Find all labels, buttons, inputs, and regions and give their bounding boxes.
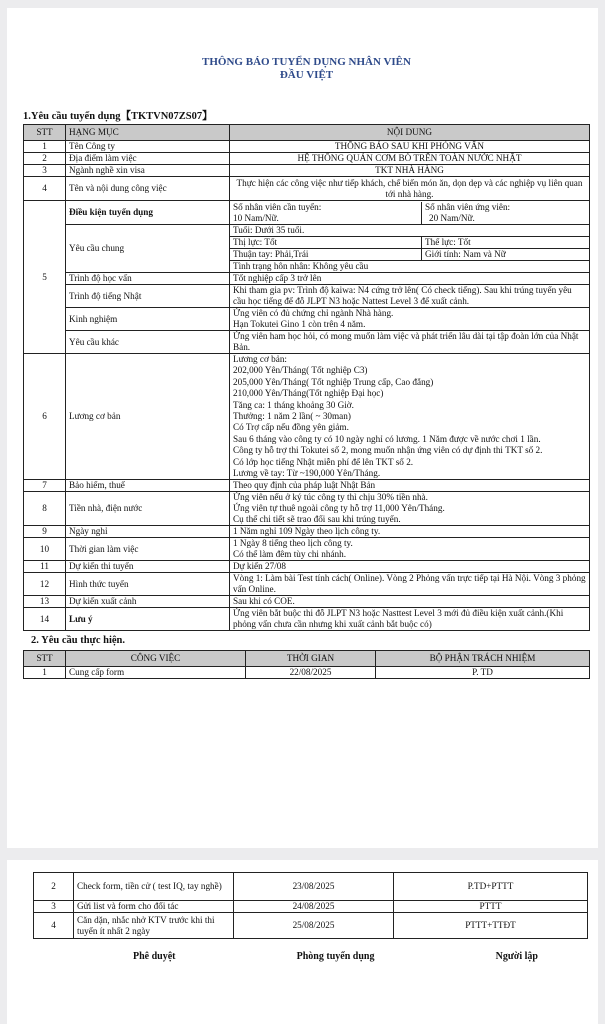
document-page-2 — [7, 860, 598, 1024]
table-cell: 1 — [24, 141, 66, 153]
table-row — [24, 225, 590, 273]
table-cell: 11 — [24, 561, 66, 573]
table-cell: TKT NHÀ HÀNG — [230, 165, 590, 177]
table-cell: Kinh nghiệm — [66, 308, 230, 331]
requirements-table — [23, 124, 590, 631]
tasks-table-part1 — [23, 650, 590, 679]
table-cell: 2 — [24, 153, 66, 165]
table-cell: Bảo hiểm, thuế — [66, 480, 230, 492]
signature-row — [33, 951, 588, 962]
table-cell: 6 — [24, 354, 66, 480]
table-cell: CÔNG VIỆC — [66, 651, 246, 667]
table-cell: 25/08/2025 — [234, 913, 394, 939]
table-row — [24, 492, 590, 526]
recruit-dept-label: Phòng tuyển dụng — [296, 951, 375, 962]
table-cell: Ngày nghỉ — [66, 526, 230, 538]
table-row — [24, 165, 590, 177]
table-cell: P.TD+PTTT — [394, 873, 588, 901]
table-cell: 13 — [24, 596, 66, 608]
table-cell: Ứng viên có đủ chứng chỉ ngành Nhà hàng. Hạn Tokutei Gino 1 còn trên 4 năm. — [230, 308, 590, 331]
table-row — [24, 561, 590, 573]
recruit-condition-label: Điều kiện tuyển dụng — [66, 201, 230, 225]
table-cell: Lương cơ bản: 202,000 Yên/Tháng( Tốt nghiệp C3) 205,000 Yên/Tháng( Tốt nghiệp Trung cấp, Cao đẳng) 210,000 Yên/Tháng(Tốt nghiệp Đại học) Tăng ca: 1 tháng khoảng 30 Giờ. Thưởng: 1 năm 2 lần( ~ 30man) Có Trợ cấp nếu đồng yên giảm. Sau 6 tháng vào công ty có 10 ngày nghỉ có lương. 1 Năm được về nước chơi 1 lần. Công ty hỗ trợ thi Tokutei số 2, mong muốn nhận ứng viên có dự định thi TKT số 2. Có lớp học tiếng Nhật miễn phí để lên TKT số 2. Lương về tay: Từ ~190,000 Yên/Tháng. — [230, 354, 590, 480]
table-cell: THÔNG BÁO SAU KHI PHỎNG VẤN — [230, 141, 590, 153]
table-cell: Ứng viên bắt buộc thi đỗ JLPT N3 hoặc Nasttest Level 3 mới đủ điều kiện xuất cảnh.(Khi phỏng vấn chưa cần nhưng khi xuất cảnh bắt buộc có) — [230, 608, 590, 631]
table-row — [24, 177, 590, 201]
table-cell: 5 — [24, 201, 66, 354]
creator-label: Người lập — [495, 951, 538, 962]
table-cell: Hình thức tuyển — [66, 573, 230, 596]
col-item: HẠNG MỤC — [66, 125, 230, 141]
table-cell: 10 — [24, 538, 66, 561]
table-cell: 4 — [24, 177, 66, 201]
table-cell: Tiền nhà, điện nước — [66, 492, 230, 526]
table-row — [24, 538, 590, 561]
table-cell: 1 — [24, 667, 66, 679]
table-cell: 2 — [34, 873, 74, 901]
table-cell: 23/08/2025 — [234, 873, 394, 901]
table-cell: STT — [24, 651, 66, 667]
table-cell: Gửi list và form cho đối tác — [74, 901, 234, 913]
table-cell: Trình độ tiếng Nhật — [66, 285, 230, 308]
table-cell: Dự kiến 27/08 — [230, 561, 590, 573]
table-cell: Check form, tiền cử ( test IQ, tay nghề) — [74, 873, 234, 901]
document-page-1 — [7, 8, 598, 848]
table-cell: P. TD — [376, 667, 590, 679]
table-cell: BỘ PHẬN TRÁCH NHIỆM — [376, 651, 590, 667]
table-cell: 1 Năm nghỉ 109 Ngày theo lịch công ty. — [230, 526, 590, 538]
table-cell: 1 Ngày 8 tiếng theo lịch công ty. Có thể làm đêm tùy chi nhánh. — [230, 538, 590, 561]
table-cell: Số nhân viên cần tuyển: 10 Nam/Nữ. Số nhân viên ứng viên: 20 Nam/Nữ. — [230, 201, 590, 225]
title-line-2: ĐẦU VIỆT — [279, 69, 334, 81]
table-cell: Theo quy định của pháp luật Nhật Bản — [230, 480, 590, 492]
table-row — [24, 667, 590, 679]
table-row — [24, 596, 590, 608]
table-row — [24, 526, 590, 538]
table-cell: Ứng viên nếu ở ký túc công ty thì chịu 30% tiền nhà. Ứng viên tự thuê ngoài công ty hỗ trợ 11,000 Yên/Tháng. Cụ thể chi tiết sẽ trao đổi sau khi trúng tuyển. — [230, 492, 590, 526]
table-cell: Căn dặn, nhắc nhở KTV trước khi thi tuyển ít nhất 2 ngày — [74, 913, 234, 939]
table-row — [24, 573, 590, 596]
table-row — [24, 201, 590, 225]
col-content: NỘI DUNG — [230, 125, 590, 141]
table-cell: THỜI GIAN — [246, 651, 376, 667]
table-cell: Vòng 1: Làm bài Test tính cách( Online). Vòng 2 Phỏng vấn trực tiếp tại Hà Nội. Vòng 3 phỏng vấn Online. — [230, 573, 590, 596]
table-cell: Yêu cầu chung — [66, 225, 230, 273]
table-row — [24, 608, 590, 631]
table-cell: 4 — [34, 913, 74, 939]
table-row — [34, 873, 588, 901]
col-stt: STT — [24, 125, 66, 141]
table-cell: Thực hiện các công việc như tiếp khách, chế biến món ăn, dọn dẹp và các nghiệp vụ liên quan tới nhà hàng. — [230, 177, 590, 201]
table-cell: Tốt nghiệp cấp 3 trở lên — [230, 273, 590, 285]
section-1-heading: 1.Yêu cầu tuyển dụng【TKTVN07ZS07】 — [23, 111, 213, 122]
table-cell: 7 — [24, 480, 66, 492]
table-cell: Thời gian làm việc — [66, 538, 230, 561]
table-row — [34, 913, 588, 939]
table-cell: 3 — [24, 165, 66, 177]
table-cell: Tuổi: Dưới 35 tuổi. Thị lực: Tốt Thể lực: Tốt Thuận tay: Phải,Trái Giới tính: Nam và Nữ Tình trạng hôn nhân: Không yêu cầu — [230, 225, 590, 273]
table-cell: 9 — [24, 526, 66, 538]
table-cell: Sau khi có COE. — [230, 596, 590, 608]
table-cell: 22/08/2025 — [246, 667, 376, 679]
table-cell: 3 — [34, 901, 74, 913]
table-cell: 24/08/2025 — [234, 901, 394, 913]
tasks-header — [24, 651, 590, 667]
table-cell: PTTT+TTĐT — [394, 913, 588, 939]
table-cell: Dự kiến xuất cảnh — [66, 596, 230, 608]
table-cell: Lương cơ bản — [66, 354, 230, 480]
table-cell: Khi tham gia pv: Trình độ kaiwa: N4 cứng trở lên( Có check tiếng). Sau khi trúng tuyển yêu cầu học tiếng để đỗ JLPT N3 hoặc Nattest Level 3 để xuất cảnh. — [230, 285, 590, 308]
table-header — [24, 125, 590, 141]
table-cell: 12 — [24, 573, 66, 596]
title-line-1: THÔNG BÁO TUYỂN DỤNG NHÂN VIÊN — [202, 56, 411, 68]
approve-label: Phê duyệt — [133, 951, 176, 962]
table-row — [24, 480, 590, 492]
tasks-table-part2 — [33, 872, 588, 939]
table-row — [24, 354, 590, 480]
table-cell: Địa điểm làm việc — [66, 153, 230, 165]
table-cell: Lưu ý — [66, 608, 230, 631]
table-row — [24, 141, 590, 153]
table-cell: Trình độ học vấn — [66, 273, 230, 285]
table-cell: 8 — [24, 492, 66, 526]
table-row — [24, 285, 590, 308]
section-2-heading: 2. Yêu cầu thực hiện. — [31, 635, 125, 647]
table-cell: Ngành nghề xin visa — [66, 165, 230, 177]
table-row — [24, 308, 590, 331]
table-row — [24, 331, 590, 354]
table-cell: Ứng viên ham học hỏi, có mong muốn làm việc và phát triển lâu dài tại tập đoàn lớn của Nhật Bản. — [230, 331, 590, 354]
table-cell: PTTT — [394, 901, 588, 913]
table-cell: Yêu cầu khác — [66, 331, 230, 354]
table-cell: HỆ THỐNG QUÁN CƠM BÒ TRÊN TOÀN NƯỚC NHẬT — [230, 153, 590, 165]
table-cell: Tên Công ty — [66, 141, 230, 153]
table-row — [24, 273, 590, 285]
document-title — [23, 56, 590, 82]
table-cell: Tên và nội dung công việc — [66, 177, 230, 201]
table-cell: 14 — [24, 608, 66, 631]
table-cell: Dự kiến thi tuyển — [66, 561, 230, 573]
table-row — [24, 153, 590, 165]
table-row — [34, 901, 588, 913]
table-cell: Cung cấp form — [66, 667, 246, 679]
